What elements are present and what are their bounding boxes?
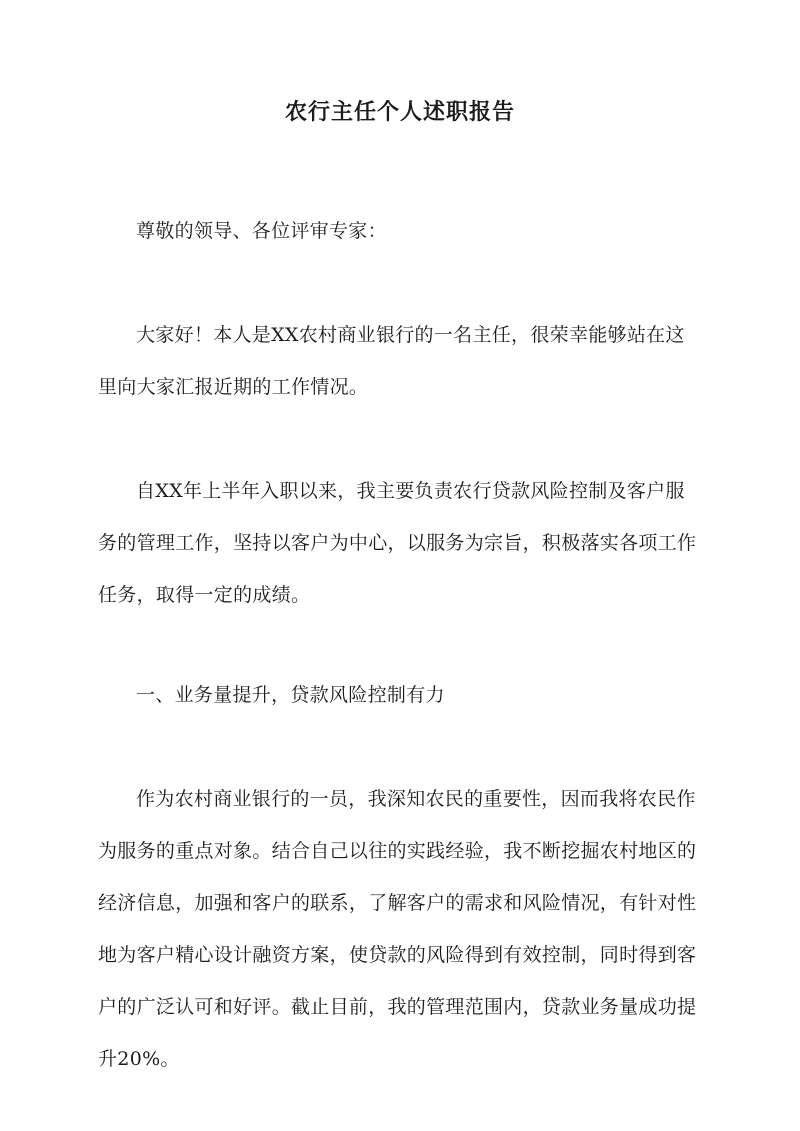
salutation-paragraph: 尊敬的领导、各位评审专家： bbox=[136, 220, 387, 242]
document-title: 农行主任个人述职报告 bbox=[284, 99, 515, 125]
section-heading: 一、业务量提升，贷款风险控制有力 bbox=[136, 684, 445, 706]
introduction-paragraph: 自XX年上半年入职以来，我主要负责农行贷款风险控制及客户服务的管理工作，坚持以客户为中心，以服务为宗旨，积极落实各项工作任务，取得一定的成绩。 bbox=[98, 480, 697, 606]
greeting-paragraph: 大家好！本人是XX农村商业银行的一名主任，很荣幸能够站在这里向大家汇报近期的工作情况。 bbox=[98, 324, 685, 398]
body-paragraph: 作为农村商业银行的一员，我深知农民的重要性，因而我将农民作为服务的重点对象。结合自己以往的实践经验，我不断挖掘农村地区的经济信息，加强和客户的联系，了解客户的需求和风险情况，有针对性地为客户精心设计融资方案，使贷款的风险得到有效控制，同时得到客户的广泛认可和好评。截止目前，我的管理范围内，贷款业务量成功提升20%。 bbox=[98, 788, 697, 1070]
